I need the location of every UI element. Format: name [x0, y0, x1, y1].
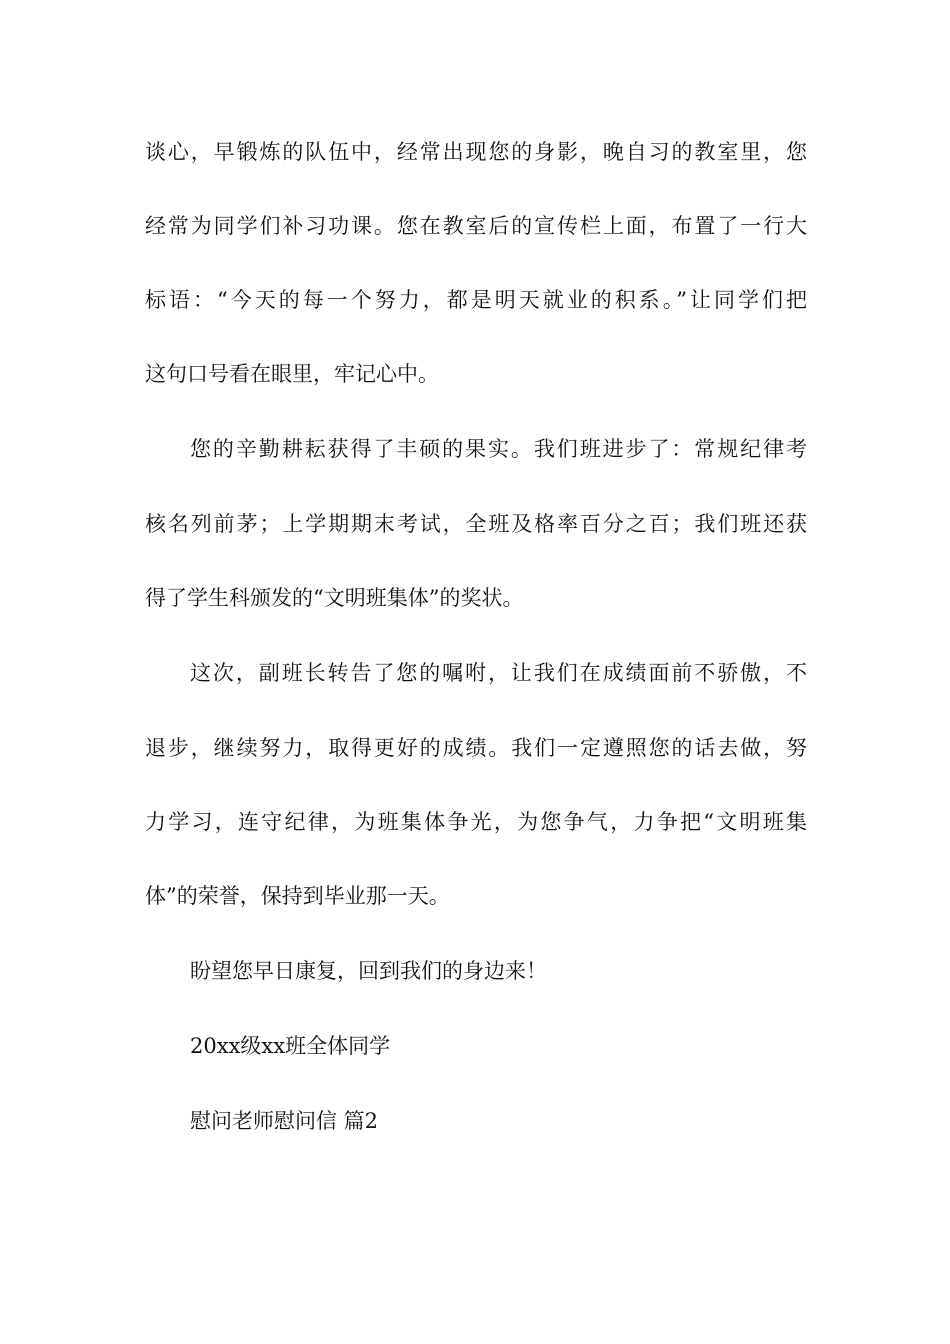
paragraph-line: 标语：“今天的每一个努力，都是明天就业的积系。”让同学们把 [145, 288, 807, 312]
paragraph-line: 得了学生科颁发的“文明班集体”的奖状。 [145, 586, 524, 610]
paragraph-line: 您的辛勤耕耘获得了丰硕的果实。我们班进步了：常规纪律考 [190, 437, 807, 461]
paragraph-line: 体”的荣誉，保持到毕业那一天。 [145, 884, 450, 908]
paragraph-line: 力学习，连守纪律，为班集体争光，为您争气，力争把“文明班集 [145, 810, 807, 834]
paragraph-line: 这句口号看在眼里，牢记心中。 [145, 362, 439, 386]
signature: 20xx级xx班全体同学 [190, 1034, 391, 1058]
paragraph-line: 谈心，早锻炼的队伍中，经常出现您的身影，晚自习的教室里，您 [145, 140, 807, 164]
section-heading: 慰问老师慰问信 篇2 [190, 1109, 379, 1133]
paragraph-line: 经常为同学们补习功课。您在教室后的宣传栏上面，布置了一行大 [145, 214, 807, 238]
paragraph-line: 这次，副班长转告了您的嘱咐，让我们在成绩面前不骄傲，不 [190, 661, 807, 685]
paragraph-line: 核名列前茅；上学期期末考试，全班及格率百分之百；我们班还获 [145, 512, 807, 536]
closing-wish: 盼望您早日康复，回到我们的身边来！ [190, 959, 547, 983]
paragraph-line: 退步，继续努力，取得更好的成绩。我们一定遵照您的话去做，努 [145, 736, 807, 760]
